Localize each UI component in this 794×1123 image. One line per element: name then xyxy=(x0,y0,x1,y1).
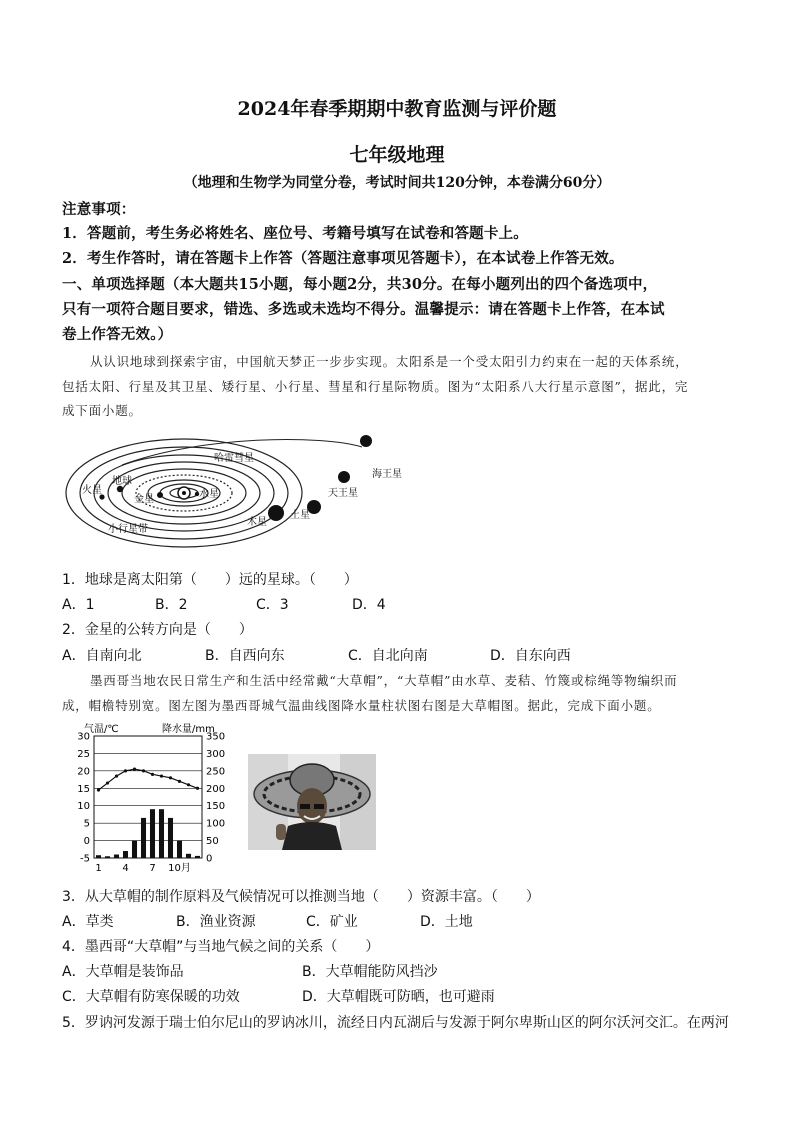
precip-bar xyxy=(114,855,119,858)
section1-line-3: 卷上作答无效。） xyxy=(62,326,173,343)
passage1-line-2: 包括太阳、行星及其卫星、矮行星、小行星、彗星和行星际物质。图为“太阳系八大行星示意图”，据此，完 xyxy=(62,379,689,394)
exam-note: （地理和生物学为同堂分卷，考试时间共120分钟，本卷满分60分） xyxy=(183,175,611,191)
section1-line-1: 一、单项选择题（本大题共15小题，每小题2分，共30分。在每小题列出的四个备选项中， xyxy=(62,276,658,293)
chart-right-tick-label: 300 xyxy=(206,748,226,760)
precip-bar xyxy=(168,818,173,858)
precip-bar xyxy=(177,841,182,858)
chart-left-tick-label: 20 xyxy=(77,766,90,778)
label-venus: 金星 xyxy=(134,494,154,505)
chart-right-tick-label: 150 xyxy=(206,801,226,813)
passage2-line-2: 成，帽檐特别宽。图左图为墨西哥城气温曲线图降水量柱状图右图是大草帽图。据此，完成下面小题。 xyxy=(62,698,661,713)
temperature-line xyxy=(99,769,198,790)
q1-option-c[interactable]: C．3 xyxy=(256,597,289,613)
q3-option-c[interactable]: C．矿业 xyxy=(306,914,358,930)
label-jupiter: 木星 xyxy=(247,517,267,528)
temperature-point xyxy=(142,769,145,772)
chart-right-tick-label: 350 xyxy=(206,731,226,743)
venus-dot xyxy=(157,492,163,498)
q3-option-a[interactable]: A．草类 xyxy=(62,914,114,930)
chart-left-tick-label: 5 xyxy=(83,818,90,830)
precip-bar xyxy=(150,809,155,858)
chart-ylabel-right: 降水量/mm xyxy=(162,724,215,735)
precip-bar xyxy=(195,856,200,858)
temperature-point xyxy=(106,781,109,784)
chart-left-tick-label: 0 xyxy=(83,836,90,848)
q2-option-a[interactable]: A．自南向北 xyxy=(62,648,142,664)
q4-option-a[interactable]: A．大草帽是装饰品 xyxy=(62,964,184,980)
label-mars: 火星 xyxy=(82,485,102,496)
passage2-line-1: 墨西哥当地农民日常生产和生活中经常戴“大草帽”，“大草帽”由水草、麦秸、竹篾或棕绳等物编织而 xyxy=(90,673,678,688)
notice-item-1: 1．答题前，考生务必将姓名、座位号、考籍号填写在试卷和答题卡上。 xyxy=(62,225,528,242)
precip-bar xyxy=(186,854,191,858)
label-asteroid-belt: 小行星带 xyxy=(108,524,148,535)
temperature-point xyxy=(97,788,100,791)
chart-ylabel-left: 气温/℃ xyxy=(84,724,119,735)
q4-option-b[interactable]: B．大草帽能防风挡沙 xyxy=(302,964,438,980)
temperature-point xyxy=(178,780,181,783)
chart-x-tick-label: 7 xyxy=(149,863,156,874)
neptune-dot xyxy=(360,435,372,447)
precip-bar xyxy=(123,851,128,858)
chart-left-tick-label: 30 xyxy=(77,731,90,743)
temperature-point xyxy=(151,773,154,776)
notice-heading: 注意事项： xyxy=(62,201,136,218)
q2-option-b[interactable]: B．自西向东 xyxy=(205,648,285,664)
climate-chart xyxy=(62,718,242,878)
chart-x-tick-label: 1 xyxy=(95,863,102,874)
chart-frame xyxy=(94,736,202,858)
q1-option-d[interactable]: D．4 xyxy=(352,597,386,613)
precip-bar xyxy=(159,809,164,858)
temperature-point xyxy=(196,787,199,790)
q5-stem: 5．罗讷河发源于瑞士伯尔尼山的罗讷冰川，流经日内瓦湖后与发源于阿尔卑斯山区的阿尔沃河交汇。在两河 xyxy=(62,1015,729,1031)
label-mercury: 水星 xyxy=(199,489,219,500)
exam-title: 2024年春季期期中教育监测与评价题 xyxy=(237,98,557,120)
precip-bar xyxy=(141,818,146,858)
solar-system-diagram xyxy=(62,425,422,555)
q2-option-c[interactable]: C．自北向南 xyxy=(348,648,428,664)
q1-option-b[interactable]: B．2 xyxy=(155,597,188,613)
label-saturn: 土星 xyxy=(290,510,310,521)
q3-option-d[interactable]: D．土地 xyxy=(420,914,473,930)
temperature-point xyxy=(124,769,127,772)
q4-option-d[interactable]: D．大草帽既可防晒，也可避雨 xyxy=(302,989,495,1005)
q3-option-b[interactable]: B．渔业资源 xyxy=(176,914,256,930)
notice-item-2: 2．考生作答时，请在答题卡上作答（答题注意事项见答题卡），在本试卷上作答无效。 xyxy=(62,250,624,267)
jupiter-dot xyxy=(268,505,284,521)
chart-left-tick-label: 15 xyxy=(77,783,90,795)
temperature-point xyxy=(115,774,118,777)
chart-x-tick-label: 10月 xyxy=(168,863,191,874)
label-comet: 哈雷彗星 xyxy=(214,453,254,464)
precip-bar xyxy=(105,856,110,858)
passage1-line-3: 成下面小题。 xyxy=(62,403,142,418)
section1-line-2: 只有一项符合题目要求，错选、多选或未选均不得分。温馨提示：请在答题卡上作答，在本试 xyxy=(62,301,665,318)
q2-stem: 2．金星的公转方向是（ ） xyxy=(62,622,253,638)
temperature-point xyxy=(169,776,172,779)
precip-bar xyxy=(132,841,137,858)
q4-option-c[interactable]: C．大草帽有防寒保暖的功效 xyxy=(62,989,240,1005)
q1-option-a[interactable]: A．1 xyxy=(62,597,95,613)
q1-stem: 1．地球是离太阳第（ ）远的星球。（ ） xyxy=(62,572,358,588)
chart-right-tick-label: 250 xyxy=(206,766,226,778)
chart-right-tick-label: 0 xyxy=(206,853,213,865)
mexican-hat-photo xyxy=(248,754,376,850)
precip-bar xyxy=(96,855,101,858)
exam-subject: 七年级地理 xyxy=(349,144,445,166)
temperature-point xyxy=(187,783,190,786)
temperature-point xyxy=(133,768,136,771)
uranus-dot xyxy=(338,471,350,483)
chart-left-tick-label: -5 xyxy=(80,853,90,865)
q2-option-d[interactable]: D．自东向西 xyxy=(490,648,571,664)
temperature-point xyxy=(160,774,163,777)
chart-x-tick-label: 4 xyxy=(122,863,129,874)
chart-left-tick-label: 10 xyxy=(77,801,90,813)
q4-stem: 4．墨西哥“大草帽”与当地气候之间的关系（ ） xyxy=(62,939,380,955)
label-neptune: 海王星 xyxy=(372,469,402,480)
chart-left-tick-label: 25 xyxy=(77,748,90,760)
chart-right-tick-label: 100 xyxy=(206,818,226,830)
passage1-line-1: 从认识地球到探索宇宙，中国航天梦正一步步实现。太阳系是一个受太阳引力约束在一起的天体系统， xyxy=(90,354,689,369)
chart-right-tick-label: 50 xyxy=(206,836,219,848)
label-uranus: 天王星 xyxy=(328,488,358,499)
q3-stem: 3．从大草帽的制作原料及气候情况可以推测当地（ ）资源丰富。（ ） xyxy=(62,889,540,905)
chart-right-tick-label: 200 xyxy=(206,783,226,795)
label-earth: 地球 xyxy=(112,476,132,487)
